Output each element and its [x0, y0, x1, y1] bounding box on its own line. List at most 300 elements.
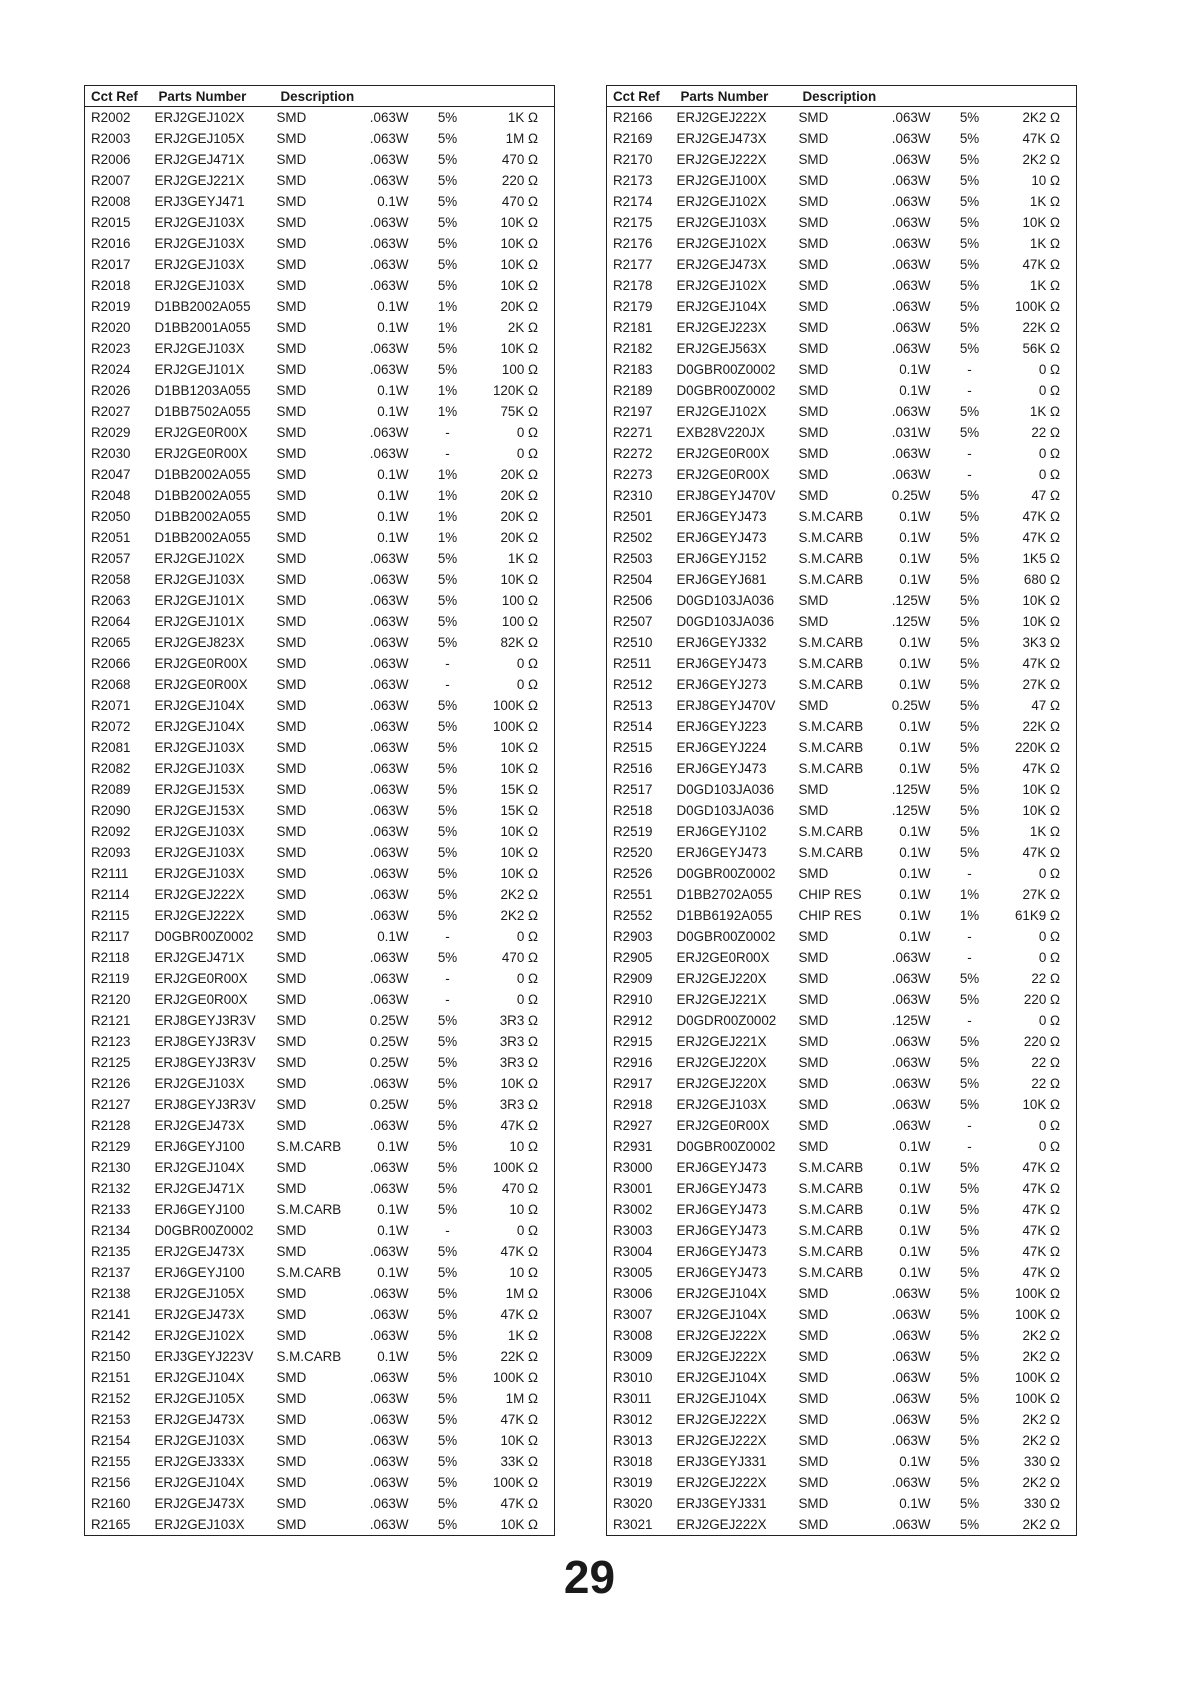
cell-description: CHIP RES — [798, 908, 862, 923]
parts-table-left — [84, 85, 555, 1536]
cell-wattage: 0.1W — [377, 929, 409, 944]
cell-wattage: 0.1W — [899, 1496, 931, 1511]
cell-cct-ref: R3013 — [613, 1433, 653, 1448]
cell-parts-number: ERJ2GEJ104X — [676, 1370, 767, 1385]
cell-wattage: .063W — [369, 740, 409, 755]
cell-description: SMD — [798, 1517, 829, 1532]
cell-cct-ref: R2064 — [91, 614, 131, 629]
cell-value: 1K Ω — [1029, 404, 1060, 419]
cell-cct-ref: R2170 — [613, 152, 653, 167]
cell-parts-number: ERJ8GEYJ3R3V — [154, 1034, 256, 1049]
cell-value: 680 Ω — [1023, 572, 1060, 587]
cell-cct-ref: R2121 — [91, 1013, 131, 1028]
cell-wattage: 0.1W — [377, 1202, 409, 1217]
cell-tolerance: 5% — [959, 698, 980, 713]
cell-value: 47K Ω — [1022, 1202, 1060, 1217]
cell-wattage: 0.1W — [899, 1265, 931, 1280]
cell-value: 10K Ω — [500, 1076, 538, 1091]
cell-parts-number: ERJ2GE0R00X — [676, 950, 770, 965]
cell-value: 47K Ω — [1022, 1160, 1060, 1175]
page-number: 29 — [563, 1551, 616, 1603]
cell-cct-ref: R2160 — [91, 1496, 131, 1511]
cell-cct-ref: R2047 — [91, 467, 131, 482]
cell-cct-ref: R2515 — [613, 740, 653, 755]
cell-parts-number: D1BB7502A055 — [154, 404, 251, 419]
table-row — [607, 632, 1077, 653]
cell-wattage: 0.25W — [369, 1013, 409, 1028]
cell-cct-ref: R2138 — [91, 1286, 131, 1301]
cell-description: S.M.CARB — [798, 551, 864, 566]
cell-tolerance: 5% — [437, 551, 458, 566]
cell-description: SMD — [798, 1118, 829, 1133]
header-description: Description — [797, 86, 877, 107]
cell-description: SMD — [276, 1328, 307, 1343]
cell-value: 100K Ω — [492, 1370, 538, 1385]
cell-wattage: .063W — [369, 425, 409, 440]
cell-cct-ref: R2118 — [91, 950, 130, 965]
cell-description: SMD — [276, 866, 307, 881]
cell-tolerance: 5% — [437, 698, 458, 713]
cell-parts-number: D0GD103JA036 — [676, 593, 775, 608]
cell-parts-number: D1BB2702A055 — [676, 887, 773, 902]
cell-description: SMD — [276, 635, 307, 650]
cell-cct-ref: R2006 — [91, 152, 131, 167]
table-row — [85, 1430, 555, 1451]
cell-parts-number: ERJ6GEYJ100 — [154, 1202, 245, 1217]
cell-wattage: .063W — [891, 236, 931, 251]
cell-tolerance: - — [967, 1013, 972, 1028]
cell-parts-number: ERJ6GEYJ152 — [676, 551, 767, 566]
cell-tolerance: 5% — [437, 1034, 458, 1049]
cell-wattage: 0.25W — [891, 698, 931, 713]
cell-cct-ref: R2003 — [91, 131, 131, 146]
cell-wattage: .063W — [369, 1517, 409, 1532]
table-row — [85, 359, 555, 380]
parts-table-left-body — [85, 107, 555, 1536]
cell-description: S.M.CARB — [276, 1202, 342, 1217]
cell-value: 100K Ω — [492, 1475, 538, 1490]
cell-tolerance: 5% — [437, 908, 458, 923]
cell-tolerance: - — [967, 362, 972, 377]
cell-parts-number: ERJ6GEYJ473 — [676, 656, 767, 671]
cell-description: S.M.CARB — [798, 635, 864, 650]
cell-description: SMD — [798, 782, 829, 797]
cell-wattage: .063W — [891, 194, 931, 209]
cell-value: 10K Ω — [500, 824, 538, 839]
cell-description: SMD — [798, 425, 829, 440]
table-row — [607, 212, 1077, 233]
table-row — [85, 527, 555, 548]
cell-tolerance: 5% — [437, 131, 458, 146]
cell-value: 47K Ω — [1022, 656, 1060, 671]
cell-parts-number: ERJ2GEJ104X — [154, 698, 245, 713]
table-row — [607, 233, 1077, 254]
cell-description: SMD — [276, 1160, 307, 1175]
table-row — [607, 758, 1077, 779]
cell-wattage: .063W — [891, 131, 931, 146]
cell-wattage: .063W — [891, 110, 931, 125]
cell-cct-ref: R3012 — [613, 1412, 653, 1427]
cell-tolerance: 5% — [437, 593, 458, 608]
cell-value: 22 Ω — [1031, 1055, 1060, 1070]
cell-value: 120K Ω — [492, 383, 538, 398]
cell-wattage: .063W — [891, 1286, 931, 1301]
cell-parts-number: ERJ2GEJ222X — [676, 1517, 767, 1532]
cell-cct-ref: R2026 — [91, 383, 131, 398]
cell-description: SMD — [276, 992, 307, 1007]
cell-description: CHIP RES — [798, 887, 862, 902]
cell-value: 0 Ω — [516, 656, 538, 671]
cell-wattage: 0.1W — [377, 1139, 409, 1154]
cell-cct-ref: R2057 — [91, 551, 131, 566]
cell-description: SMD — [798, 866, 829, 881]
cell-parts-number: ERJ6GEYJ473 — [676, 1181, 767, 1196]
cell-wattage: .063W — [891, 1055, 931, 1070]
cell-description: SMD — [798, 1286, 829, 1301]
cell-description: SMD — [798, 362, 829, 377]
cell-cct-ref: R2018 — [91, 278, 131, 293]
cell-wattage: 0.1W — [377, 299, 409, 314]
table-row — [85, 149, 555, 170]
cell-tolerance: 5% — [437, 1496, 458, 1511]
cell-description: SMD — [276, 614, 307, 629]
cell-cct-ref: R2182 — [613, 341, 653, 356]
table-row — [607, 296, 1077, 317]
table-row — [85, 842, 555, 863]
cell-description: SMD — [798, 257, 829, 272]
table-row — [85, 758, 555, 779]
cell-cct-ref: R2501 — [613, 509, 653, 524]
cell-tolerance: 5% — [959, 1349, 980, 1364]
cell-description: S.M.CARB — [798, 1160, 864, 1175]
cell-description: SMD — [798, 1475, 829, 1490]
cell-description: SMD — [276, 719, 307, 734]
cell-tolerance: 5% — [959, 1328, 980, 1343]
cell-wattage: 0.1W — [377, 194, 409, 209]
cell-cct-ref: R2125 — [91, 1055, 131, 1070]
cell-tolerance: 5% — [959, 1223, 980, 1238]
cell-wattage: 0.1W — [377, 1265, 409, 1280]
cell-parts-number: ERJ2GEJ473X — [154, 1412, 245, 1427]
cell-tolerance: 5% — [959, 488, 980, 503]
cell-parts-number: ERJ3GEYJ471 — [154, 194, 245, 209]
cell-wattage: 0.1W — [377, 1349, 409, 1364]
cell-description: SMD — [798, 1496, 829, 1511]
cell-parts-number: ERJ2GEJ102X — [154, 1328, 245, 1343]
table-row — [607, 275, 1077, 296]
cell-description: SMD — [798, 1055, 829, 1070]
cell-tolerance: 5% — [959, 719, 980, 734]
table-row — [85, 212, 555, 233]
table-row — [607, 653, 1077, 674]
cell-value: 1M Ω — [505, 1286, 538, 1301]
cell-value: 100K Ω — [492, 1160, 538, 1175]
table-row — [85, 863, 555, 884]
cell-cct-ref: R2178 — [613, 278, 653, 293]
cell-wattage: .063W — [891, 278, 931, 293]
cell-tolerance: 5% — [959, 1412, 980, 1427]
cell-parts-number: D1BB1203A055 — [154, 383, 251, 398]
cell-cct-ref: R2027 — [91, 404, 131, 419]
cell-tolerance: - — [967, 950, 972, 965]
cell-description: SMD — [276, 110, 307, 125]
table-row — [607, 1472, 1077, 1493]
cell-description: SMD — [276, 173, 307, 188]
cell-value: 0 Ω — [1038, 362, 1060, 377]
table-row — [607, 1430, 1077, 1451]
cell-tolerance: 5% — [959, 404, 980, 419]
cell-tolerance: 1% — [437, 509, 458, 524]
cell-cct-ref: R2189 — [613, 383, 653, 398]
cell-cct-ref: R2912 — [613, 1013, 653, 1028]
cell-tolerance: 5% — [437, 782, 458, 797]
cell-cct-ref: R2526 — [613, 866, 653, 881]
cell-parts-number: ERJ2GE0R00X — [676, 467, 770, 482]
cell-value: 10K Ω — [1022, 614, 1060, 629]
cell-wattage: .063W — [369, 635, 409, 650]
cell-cct-ref: R2072 — [91, 719, 131, 734]
cell-value: 27K Ω — [1022, 677, 1060, 692]
cell-value: 10 Ω — [509, 1139, 538, 1154]
cell-value: 2K2 Ω — [1022, 152, 1060, 167]
cell-value: 100K Ω — [1014, 1370, 1060, 1385]
cell-cct-ref: R2123 — [91, 1034, 131, 1049]
cell-description: SMD — [798, 173, 829, 188]
cell-cct-ref: R2117 — [91, 929, 130, 944]
table-row — [607, 1451, 1077, 1472]
cell-description: S.M.CARB — [798, 824, 864, 839]
table-row — [607, 1367, 1077, 1388]
cell-tolerance: 5% — [959, 782, 980, 797]
cell-parts-number: ERJ8GEYJ3R3V — [154, 1013, 256, 1028]
cell-description: SMD — [276, 1223, 307, 1238]
cell-value: 47K Ω — [1022, 257, 1060, 272]
cell-description: S.M.CARB — [798, 1244, 864, 1259]
cell-parts-number: ERJ2GEJ473X — [154, 1118, 245, 1133]
table-row — [85, 779, 555, 800]
cell-parts-number: ERJ2GEJ103X — [154, 761, 245, 776]
cell-cct-ref: R2156 — [91, 1475, 131, 1490]
cell-tolerance: 5% — [437, 278, 458, 293]
cell-parts-number: ERJ2GEJ223X — [676, 320, 767, 335]
table-row — [607, 1052, 1077, 1073]
cell-parts-number: ERJ2GE0R00X — [154, 992, 248, 1007]
cell-wattage: 0.1W — [899, 845, 931, 860]
cell-parts-number: D1BB2002A055 — [154, 509, 251, 524]
cell-description: SMD — [798, 929, 829, 944]
table-row — [85, 548, 555, 569]
table-row — [607, 548, 1077, 569]
cell-value: 10K Ω — [1022, 782, 1060, 797]
cell-cct-ref: R2133 — [91, 1202, 131, 1217]
cell-wattage: .063W — [891, 1475, 931, 1490]
cell-value: 22 Ω — [1031, 971, 1060, 986]
table-row — [85, 401, 555, 422]
cell-parts-number: ERJ8GEYJ470V — [676, 488, 776, 503]
cell-description: SMD — [798, 446, 829, 461]
cell-value: 47K Ω — [1022, 1223, 1060, 1238]
cell-tolerance: 5% — [959, 194, 980, 209]
cell-tolerance: 5% — [959, 1391, 980, 1406]
cell-description: SMD — [798, 803, 829, 818]
cell-parts-number: ERJ6GEYJ473 — [676, 845, 767, 860]
table-row — [85, 1262, 555, 1283]
cell-cct-ref: R2024 — [91, 362, 131, 377]
cell-parts-number: ERJ6GEYJ473 — [676, 530, 767, 545]
cell-description: SMD — [276, 467, 307, 482]
cell-value: 10K Ω — [500, 215, 538, 230]
cell-cct-ref: R2510 — [613, 635, 653, 650]
table-row — [607, 506, 1077, 527]
table-row — [607, 968, 1077, 989]
cell-cct-ref: R2915 — [613, 1034, 653, 1049]
cell-value: 47K Ω — [500, 1496, 538, 1511]
cell-description: S.M.CARB — [798, 509, 864, 524]
cell-value: 10 Ω — [1031, 173, 1060, 188]
cell-wattage: .063W — [369, 803, 409, 818]
cell-value: 0 Ω — [1038, 866, 1060, 881]
cell-wattage: .063W — [891, 1034, 931, 1049]
table-row — [607, 170, 1077, 191]
cell-description: SMD — [276, 1034, 307, 1049]
cell-parts-number: ERJ2GEJ105X — [154, 1286, 245, 1301]
cell-cct-ref: R2008 — [91, 194, 131, 209]
cell-parts-number: ERJ2GEJ100X — [676, 173, 767, 188]
cell-value: 10 Ω — [509, 1265, 538, 1280]
cell-cct-ref: R2174 — [613, 194, 653, 209]
cell-parts-number: ERJ2GE0R00X — [154, 656, 248, 671]
cell-value: 100K Ω — [1014, 1286, 1060, 1301]
table-row — [85, 1157, 555, 1178]
table-row — [85, 1367, 555, 1388]
cell-parts-number: D0GD103JA036 — [676, 782, 775, 797]
cell-wattage: 0.1W — [899, 509, 931, 524]
cell-parts-number: ERJ8GEYJ3R3V — [154, 1097, 256, 1112]
cell-tolerance: 1% — [437, 530, 458, 545]
cell-description: SMD — [798, 110, 829, 125]
cell-cct-ref: R2081 — [91, 740, 131, 755]
cell-tolerance: 5% — [959, 320, 980, 335]
cell-tolerance: 5% — [959, 152, 980, 167]
cell-tolerance: 5% — [437, 362, 458, 377]
cell-wattage: 0.1W — [377, 383, 409, 398]
cell-tolerance: - — [967, 383, 972, 398]
table-row — [607, 905, 1077, 926]
cell-tolerance: - — [967, 467, 972, 482]
cell-parts-number: ERJ2GEJ333X — [154, 1454, 245, 1469]
cell-description: SMD — [276, 740, 307, 755]
cell-value: 10K Ω — [1022, 215, 1060, 230]
cell-tolerance: 5% — [437, 887, 458, 902]
cell-value: 0 Ω — [516, 971, 538, 986]
cell-wattage: .063W — [369, 719, 409, 734]
cell-cct-ref: R2120 — [91, 992, 131, 1007]
cell-wattage: 0.1W — [899, 362, 931, 377]
cell-description: SMD — [276, 551, 307, 566]
cell-cct-ref: R3021 — [613, 1517, 653, 1532]
table-row — [85, 275, 555, 296]
cell-cct-ref: R2020 — [91, 320, 131, 335]
cell-tolerance: 5% — [437, 740, 458, 755]
table-row — [85, 107, 555, 129]
cell-value: 100 Ω — [501, 614, 538, 629]
cell-parts-number: ERJ2GE0R00X — [154, 971, 248, 986]
cell-description: SMD — [798, 236, 829, 251]
cell-parts-number: ERJ2GEJ103X — [154, 740, 245, 755]
cell-value: 10K Ω — [500, 257, 538, 272]
table-row — [607, 695, 1077, 716]
cell-value: 20K Ω — [500, 299, 538, 314]
cell-cct-ref: R2918 — [613, 1097, 653, 1112]
cell-description: S.M.CARB — [276, 1139, 342, 1154]
cell-value: 100K Ω — [1014, 299, 1060, 314]
cell-description: S.M.CARB — [798, 1181, 864, 1196]
cell-wattage: .063W — [891, 971, 931, 986]
table-row — [85, 926, 555, 947]
table-row — [607, 1241, 1077, 1262]
cell-tolerance: 5% — [959, 1475, 980, 1490]
cell-tolerance: 5% — [437, 1181, 458, 1196]
cell-description: SMD — [798, 1391, 829, 1406]
table-row — [85, 1514, 555, 1536]
cell-wattage: .063W — [891, 1097, 931, 1112]
table-row — [607, 947, 1077, 968]
cell-value: 0 Ω — [516, 446, 538, 461]
cell-cct-ref: R2017 — [91, 257, 131, 272]
cell-tolerance: - — [967, 1139, 972, 1154]
cell-value: 2K2 Ω — [1022, 1349, 1060, 1364]
cell-parts-number: ERJ2GEJ104X — [154, 1475, 245, 1490]
table-row — [607, 800, 1077, 821]
cell-description: S.M.CARB — [276, 1349, 342, 1364]
cell-tolerance: 5% — [959, 1496, 980, 1511]
cell-parts-number: ERJ2GEJ105X — [154, 1391, 245, 1406]
cell-wattage: .063W — [369, 1244, 409, 1259]
cell-cct-ref: R2271 — [613, 425, 653, 440]
table-row — [85, 443, 555, 464]
cell-wattage: .125W — [891, 1013, 931, 1028]
cell-description: SMD — [798, 383, 829, 398]
cell-cct-ref: R2513 — [613, 698, 653, 713]
cell-value: 220 Ω — [1023, 992, 1060, 1007]
cell-value: 0 Ω — [1038, 929, 1060, 944]
cell-tolerance: 5% — [959, 761, 980, 776]
cell-value: 10K Ω — [1022, 1097, 1060, 1112]
cell-description: SMD — [276, 320, 307, 335]
cell-parts-number: ERJ2GEJ102X — [154, 551, 245, 566]
cell-cct-ref: R2058 — [91, 572, 131, 587]
cell-parts-number: ERJ2GE0R00X — [676, 1118, 770, 1133]
cell-cct-ref: R2111 — [91, 866, 129, 881]
cell-value: 20K Ω — [500, 509, 538, 524]
cell-tolerance: 5% — [959, 677, 980, 692]
cell-value: 3R3 Ω — [499, 1034, 538, 1049]
cell-description: SMD — [276, 362, 307, 377]
table-row — [85, 737, 555, 758]
table-row — [607, 359, 1077, 380]
cell-cct-ref: R3020 — [613, 1496, 653, 1511]
cell-value: 47K Ω — [1022, 1244, 1060, 1259]
cell-parts-number: D1BB2002A055 — [154, 530, 251, 545]
cell-tolerance: 5% — [959, 593, 980, 608]
cell-value: 10K Ω — [1022, 593, 1060, 608]
cell-value: 10K Ω — [500, 236, 538, 251]
cell-parts-number: ERJ2GEJ101X — [154, 362, 245, 377]
cell-wattage: .063W — [369, 1118, 409, 1133]
cell-description: SMD — [798, 194, 829, 209]
cell-value: 100K Ω — [1014, 1307, 1060, 1322]
cell-wattage: 0.1W — [377, 509, 409, 524]
